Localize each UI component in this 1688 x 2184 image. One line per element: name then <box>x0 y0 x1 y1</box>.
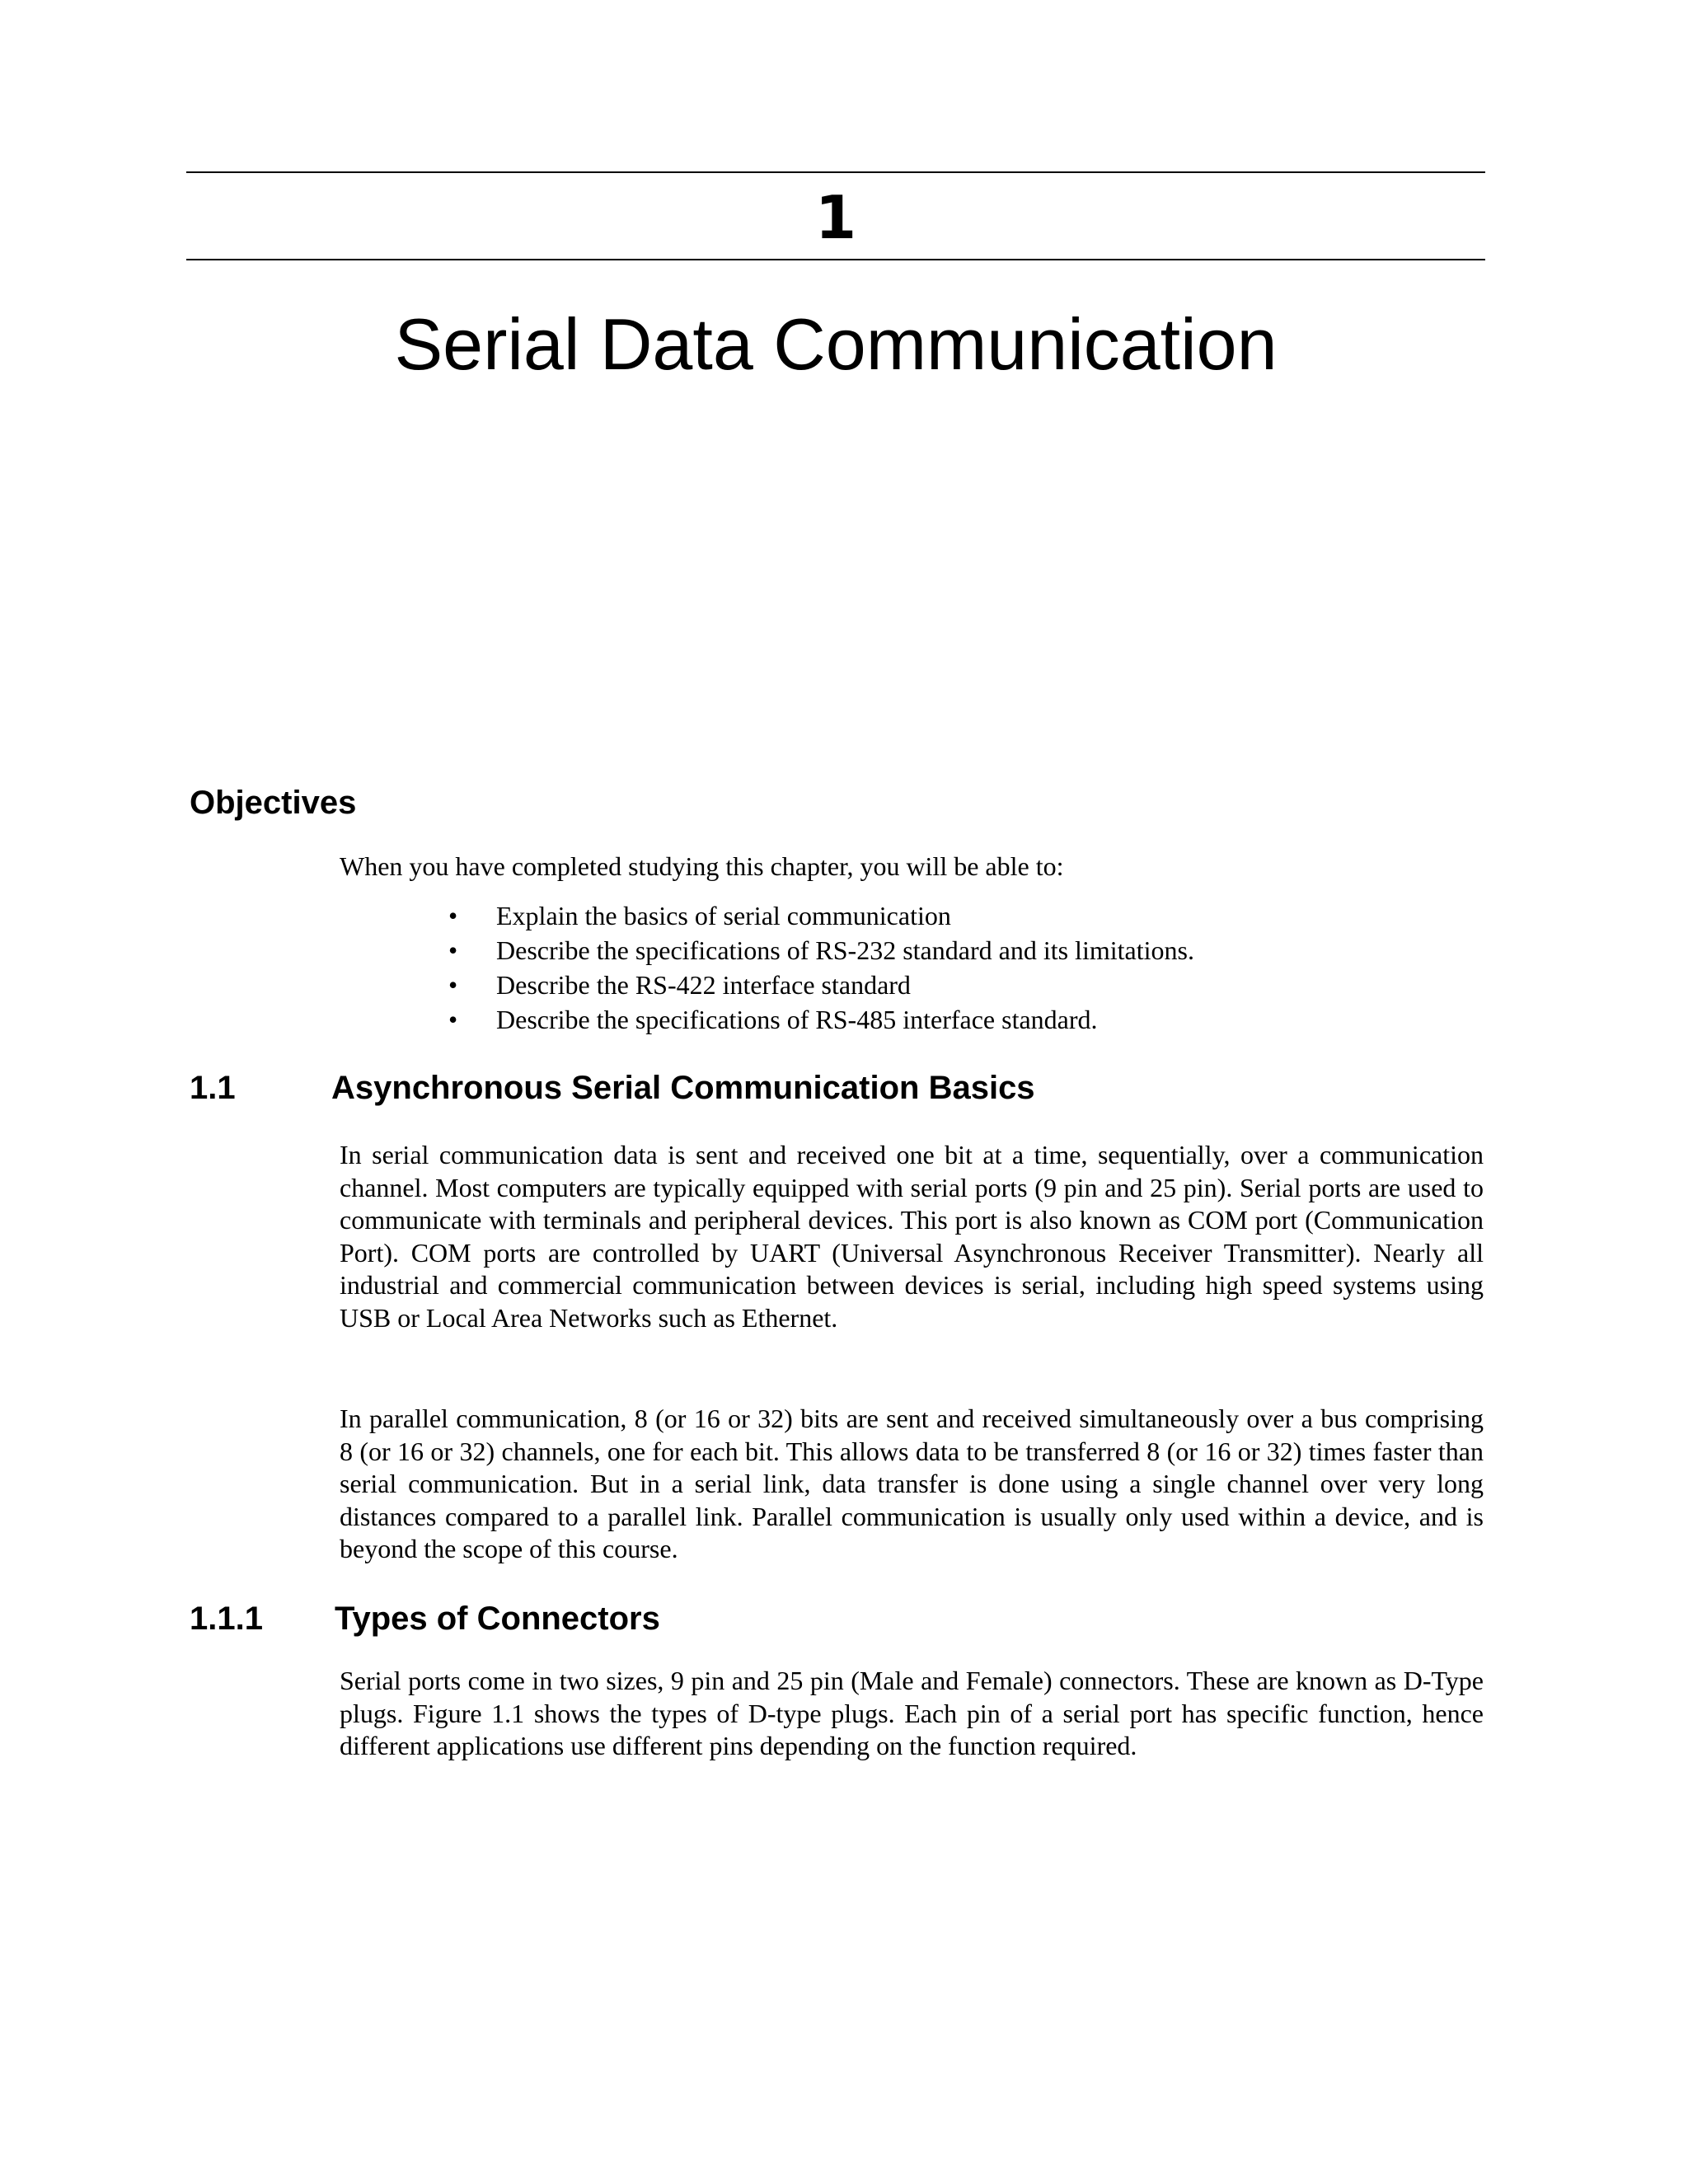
section-1-1-1-heading <box>190 1599 660 1638</box>
chapter-top-rule <box>186 171 1485 173</box>
section-title: Asynchronous Serial Communication Basics <box>331 1070 1035 1106</box>
bullet-icon: • <box>448 901 458 930</box>
list-item <box>445 898 1194 933</box>
list-item <box>445 933 1194 968</box>
objectives-list <box>445 898 1194 1037</box>
chapter-bottom-rule <box>186 259 1485 260</box>
bullet-icon: • <box>448 970 458 1000</box>
objective-text: Describe the specifications of RS-232 standard and its limitations. <box>496 935 1194 965</box>
section-1-1-paragraph-2: In parallel communication, 8 (or 16 or 32) bits are sent and received simultaneously over a bus comprising 8 (or 16 or 32) channels, one for each bit. This allows data to be transferred 8 (or 16 or 32) times faster than serial communication. But in a serial link, data transfer is done using a single channel over very long distances compared to a parallel link. Parallel communication is usually only used within a device, and is beyond the scope of this course. <box>340 1404 1484 1563</box>
objectives-heading: Objectives <box>190 785 357 821</box>
bullet-icon: • <box>448 1005 458 1034</box>
bullet-icon: • <box>448 935 458 965</box>
objective-text: Describe the specifications of RS-485 interface standard. <box>496 1005 1098 1034</box>
list-item <box>445 968 1194 1002</box>
objectives-intro: When you have completed studying this chapter, you will be able to: <box>340 851 1064 881</box>
objective-text: Explain the basics of serial communication <box>496 901 951 930</box>
chapter-number: 1 <box>814 183 857 252</box>
section-number: 1.1 <box>190 1070 236 1106</box>
chapter-title: Serial Data Communication <box>394 303 1278 385</box>
list-item <box>445 1002 1194 1037</box>
objective-text: Describe the RS-422 interface standard <box>496 970 911 1000</box>
section-number: 1.1.1 <box>190 1601 263 1637</box>
section-1-1-1-paragraph-1: Serial ports come in two sizes, 9 pin and 25 pin (Male and Female) connectors. These are known as D-Type plugs. Figure 1.1 shows the types of D-type plugs. Each pin of a serial port has specific function, hence different applications use different pins depending on the function required. <box>340 1666 1484 1760</box>
section-1-1-paragraph-1: In serial communication data is sent and received one bit at a time, sequentially, over a communication channel. Most computers are typically equipped with serial ports (9 pin and 25 pin). Serial ports are used to communicate with terminals and peripheral devices. This port is also known as COM port (Communication Port). COM ports are controlled by UART (Universal Asynchronous Receiver Transmitter). Nearly all industrial and commercial communication between devices is serial, including high speed systems using USB or Local Area Networks such as Ethernet. <box>340 1140 1484 1333</box>
section-1-1-heading <box>190 1068 1035 1108</box>
section-title: Types of Connectors <box>335 1601 660 1637</box>
